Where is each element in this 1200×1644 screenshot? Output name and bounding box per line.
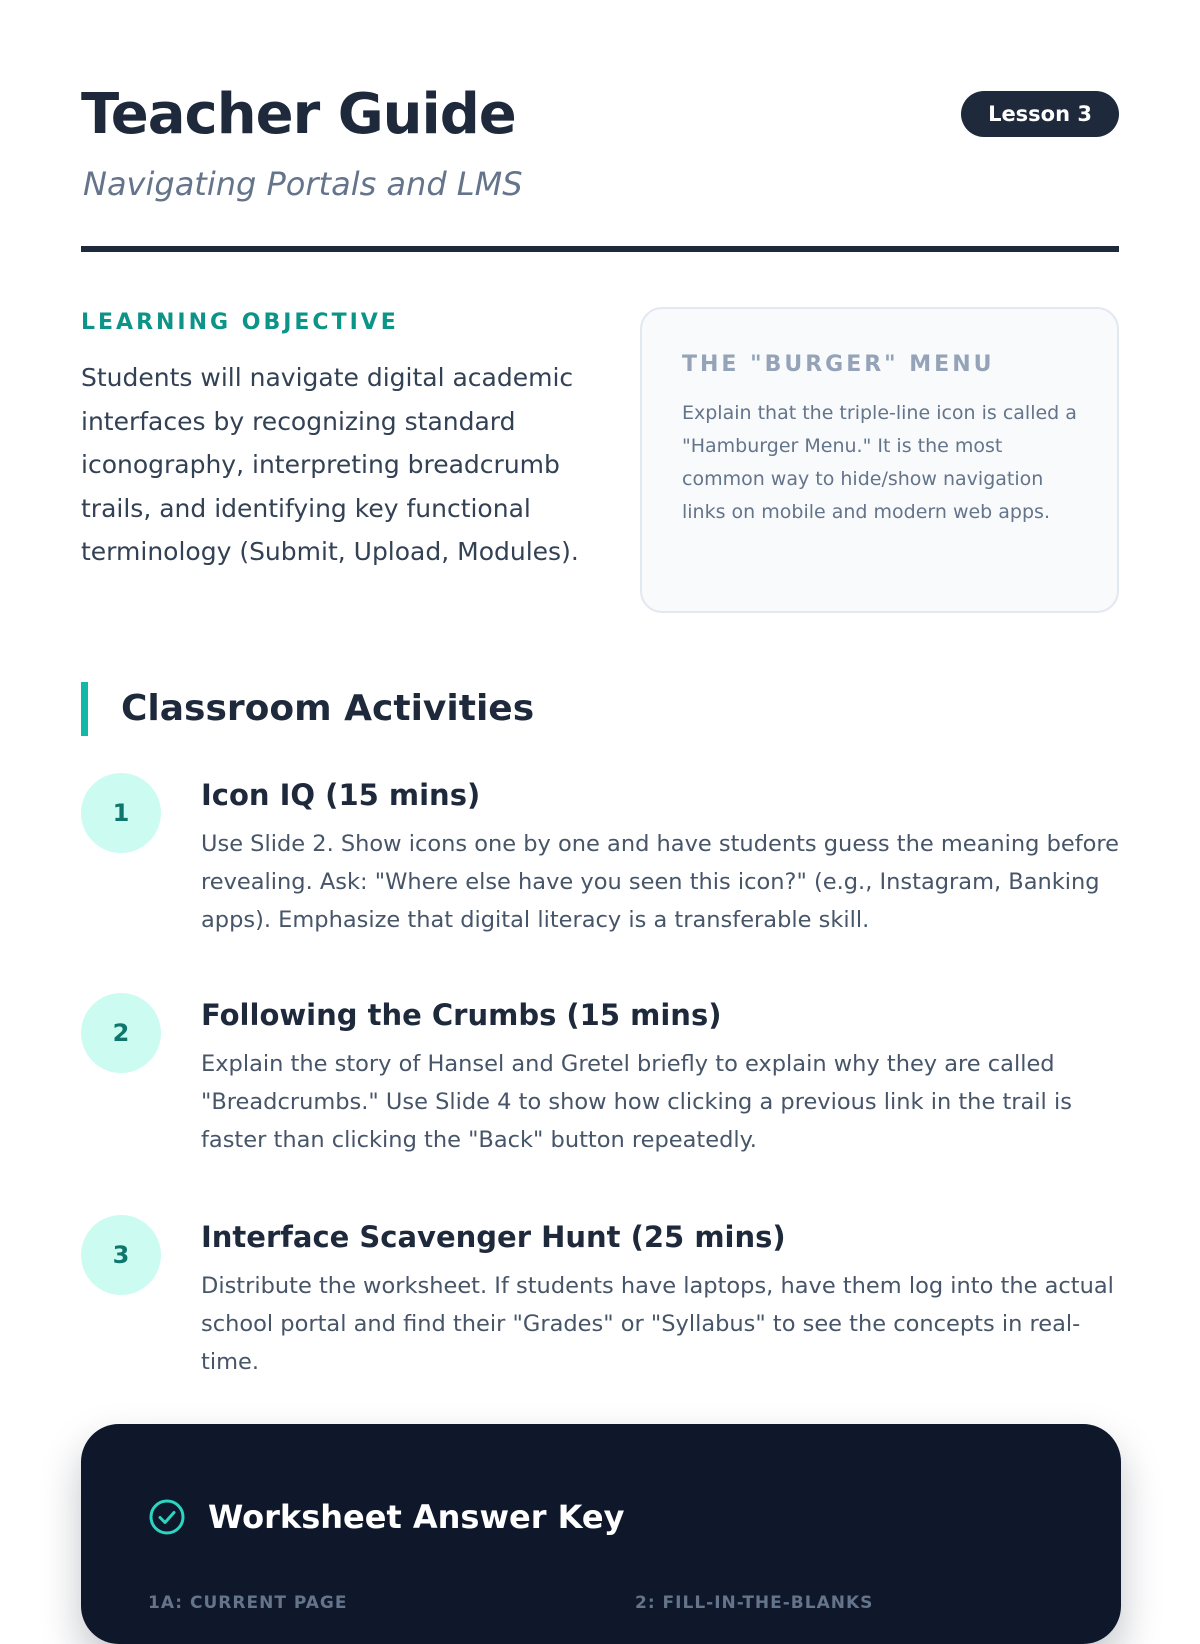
check-circle-icon [148,1498,186,1536]
activity-title: Icon IQ (15 mins) [201,778,481,812]
activity-title: Following the Crumbs (15 mins) [201,998,722,1032]
objective-row [81,252,1119,632]
page-title: Teacher Guide [81,82,516,147]
lesson-badge: Lesson 3 [961,91,1119,137]
page-header [81,0,1119,252]
objective-text: Students will navigate digital academic interfaces by recognizing standard iconography, interpreting breadcrumb trails, and identifying key functional terminology (Submit, Upload, Modules). [81,363,579,566]
answer-key-title: Worksheet Answer Key [208,1498,625,1536]
burger-menu-tip-card [640,307,1119,613]
classroom-activities-heading [81,682,534,736]
learning-objective [81,308,581,574]
answer-key-header [148,1496,624,1538]
activity-description: Use Slide 2. Show icons one by one and have students guess the meaning before revealing. Ask: "Where else have you seen this icon?" (e.g., Instagram, Banking apps). Emphasize that digital literacy is a transferable skill. [201,831,1119,933]
activity-description: Explain the story of Hansel and Gretel briefly to explain why they are called "Breadcrumbs." Use Slide 4 to show how clicking a previous link in the trail is faster than clicking the "Back" button repeatedly. [201,1051,1072,1153]
objective-label: LEARNING OBJECTIVE [81,310,399,335]
answer-column-label: 1A: CURRENT PAGE [148,1593,348,1613]
activity-body [201,773,1126,939]
activity-number-badge: 3 [81,1215,161,1295]
activity-description: Distribute the worksheet. If students have laptops, have them log into the actual school portal and find their "Grades" or "Syllabus" to see the concepts in real-time. [201,1273,1114,1375]
tip-title: THE "BURGER" MENU [682,352,995,377]
activity-number-badge: 1 [81,773,161,853]
activity-title: Interface Scavenger Hunt (25 mins) [201,1220,786,1254]
worksheet-answer-key-card [81,1424,1121,1644]
page-subtitle: Navigating Portals and LMS [83,165,523,203]
tip-text: Explain that the triple-line icon is called a "Hamburger Menu." It is the most common way to hide/show navigation links on mobile and modern web apps. [682,402,1077,523]
activity-number-badge: 2 [81,993,161,1073]
activity-body [201,1215,1126,1381]
activity-body [201,993,1126,1159]
section-title: Classroom Activities [121,688,535,729]
answer-column-label: 2: FILL-IN-THE-BLANKS [635,1593,874,1613]
